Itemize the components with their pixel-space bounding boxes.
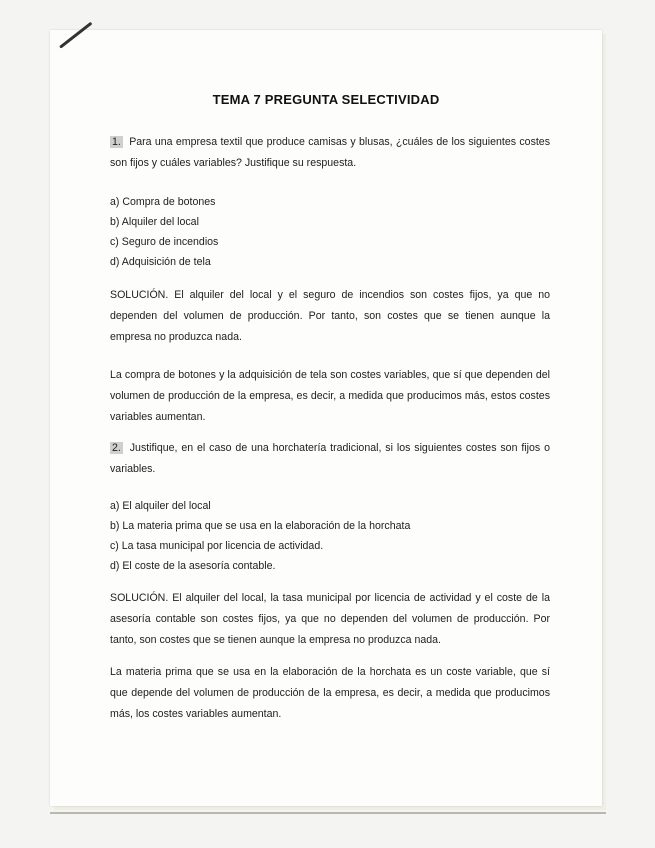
question-2-text: Justifique, en el caso de una horchatería tradicional, si los siguientes costes son fijos o variables. — [110, 442, 550, 475]
question-1-solution-cont: La compra de botones y la adquisición de tela son costes variables, que sí que dependen del volumen de producción de la empresa, es decir, a medida que producimos más, estos costes variables aumentan. — [110, 369, 550, 423]
page-title: TEMA 7 PREGUNTA SELECTIVIDAD — [212, 92, 440, 107]
option-item: d) El coste de la asesoría contable. — [110, 560, 276, 572]
question-2 — [110, 438, 550, 480]
question-1-solution: SOLUCIÓN. El alquiler del local y el seguro de incendios son costes fijos, ya que no dependen del volumen de producción. Por tanto, son costes que se tienen aunque la empresa no produzca nada. — [110, 289, 550, 343]
question-2-solution: SOLUCIÓN. El alquiler del local, la tasa municipal por licencia de actividad y el coste de la asesoría contable son costes fijos, ya que no dependen del volumen de producción. Por tanto, son costes que se tienen aunque la empresa no produzca nada. — [110, 592, 550, 646]
question-1-text: Para una empresa textil que produce camisas y blusas, ¿cuáles de los siguientes costes son fijos y cuáles variables? Justifique su respuesta. — [110, 136, 550, 169]
option-item: a) El alquiler del local — [110, 500, 211, 512]
sheet-bottom-edge — [50, 812, 606, 814]
option-item: a) Compra de botones — [110, 196, 216, 208]
question-2-number: 2. — [112, 442, 121, 454]
option-item: b) La materia prima que se usa en la elaboración de la horchata — [110, 520, 411, 532]
question-1 — [110, 132, 550, 174]
question-1-options — [110, 192, 550, 272]
question-2-options — [110, 496, 550, 576]
option-item: b) Alquiler del local — [110, 216, 199, 228]
question-2-solution-cont: La materia prima que se usa en la elaboración de la horchata es un coste variable, que sí que depende del volumen de producción de la empresa, es decir, a medida que producimos más, los costes variables aumentan. — [110, 666, 550, 720]
question-1-number: 1. — [112, 136, 121, 148]
option-item: c) Seguro de incendios — [110, 236, 219, 248]
option-item: c) La tasa municipal por licencia de actividad. — [110, 540, 324, 552]
option-item: d) Adquisición de tela — [110, 256, 211, 268]
